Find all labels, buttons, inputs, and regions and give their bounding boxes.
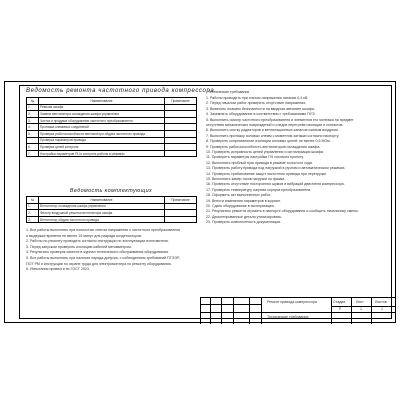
table-row bbox=[27, 124, 197, 131]
title-block bbox=[200, 297, 395, 324]
table-cell bbox=[165, 210, 197, 217]
note-line: ПОТ РМ и инструкции по охране труда для электромонтера по ремонту оборудования. bbox=[26, 261, 172, 266]
components-table bbox=[26, 196, 197, 223]
note-line: 3. Перед запуском проверить изоляцию кабелей мегомметром. bbox=[26, 244, 132, 249]
note-line: и выдержке времени не менее 15 минут для разряда конденсаторов. bbox=[26, 233, 142, 238]
table-cell bbox=[165, 130, 197, 137]
stamp-sheet-label: Лист bbox=[356, 300, 364, 304]
table-row bbox=[27, 117, 197, 124]
note-line: 5. Выполнить осмотр частотного преобразователя и элементов его монтажа на предмет bbox=[206, 117, 354, 122]
note-line: 12. Выполнить пробный пуск привода в режиме холостого хода. bbox=[206, 160, 313, 165]
table-cell bbox=[165, 216, 197, 223]
note-line: 13. Проверить работу привода под нагрузкой в ручном и автоматическом режимах. bbox=[206, 166, 346, 171]
note-line: 9. Проверить работоспособность вентиляторов охлаждения шкафа. bbox=[206, 144, 321, 149]
table-cell: Ревизия шкафа bbox=[39, 104, 165, 111]
stamp-stage-value: Р bbox=[339, 307, 342, 311]
note-line: 6. Выполнить чистку радиаторов и вентиляционных каналов сжатым воздухом. bbox=[206, 128, 339, 133]
note-line: 18. Оформить акт выполненных работ. bbox=[206, 193, 272, 198]
table-cell: Настройка параметров ПЧ и контроль работы в режимах bbox=[39, 150, 165, 157]
note-line: 11. Проверить параметры настройки ПЧ согласно проекту. bbox=[206, 155, 304, 160]
table-cell bbox=[165, 111, 197, 118]
table-row bbox=[27, 144, 197, 151]
right-heading: Технические требования bbox=[208, 90, 250, 94]
table-cell: Проверка работоспособности вентилятора обдува частотного привода bbox=[39, 130, 165, 137]
table-cell: 6. bbox=[27, 144, 39, 151]
table-cell bbox=[165, 144, 197, 151]
note-line: 23. Проверить комплектность документации. bbox=[206, 220, 282, 225]
table-cell: 2. bbox=[27, 111, 39, 118]
table-header-cell: № bbox=[27, 98, 39, 105]
stamp-sheet-value: 1 bbox=[360, 307, 362, 311]
stamp-doc: Технические требования bbox=[267, 315, 309, 319]
table-row bbox=[27, 104, 197, 111]
note-line: отсутствия механических повреждений и следов перегрева изоляции и контактов. bbox=[206, 123, 344, 127]
note-line: 8. Проверить сопротивление изоляции силовых цепей: не менее 0,5 МОм. bbox=[206, 139, 331, 144]
table-cell: Вентилятор охлаждения шкафа управления bbox=[39, 203, 165, 210]
table-cell bbox=[165, 124, 197, 131]
table1-title: Ведомость ремонта частотного привода компрессора bbox=[26, 88, 215, 94]
table-cell: 3. bbox=[27, 216, 39, 223]
note-line: 4. Заземлить оборудование в соответствии с требованиями ПУЭ. bbox=[206, 112, 316, 117]
note-line: 7. Выполнить протяжку силовых клемм с моментом затяжки согласно паспорту. bbox=[206, 133, 340, 138]
table-cell bbox=[165, 104, 197, 111]
note-line: 21. Результаты ремонта отразить в паспорте оборудования и сообщить начальнику смены. bbox=[206, 209, 359, 214]
table-header-cell: Наименование bbox=[39, 197, 165, 204]
table-row bbox=[27, 111, 197, 118]
table-row bbox=[27, 137, 197, 144]
table-header-row bbox=[27, 197, 197, 204]
table-cell: Фильтр воздушный решетки вентилятора шкафа bbox=[39, 210, 165, 217]
note-line: 1. Работы проводить при снятом напряжении питания 0,4 кВ. bbox=[206, 96, 309, 100]
stamp-name: Ремонт привода компрессора bbox=[267, 300, 317, 304]
note-line: 3. Вывесить плакаты безопасности на вводном автомате шкафа. bbox=[206, 106, 315, 111]
table-row bbox=[27, 210, 197, 217]
stamp-stage-label: Стадия bbox=[333, 300, 346, 304]
table-cell bbox=[165, 137, 197, 144]
drawing-sheet bbox=[4, 81, 396, 323]
note-line: 2. Работы по ремонту проводить согласно инструкции по эксплуатации изготовителя. bbox=[26, 239, 169, 244]
table-header-cell: Примечание bbox=[165, 98, 197, 105]
table-cell: 1. bbox=[27, 203, 39, 210]
note-line: 22. Демонтированные детали утилизировать. bbox=[206, 214, 283, 219]
table-cell: Протяжка клеммных соединений bbox=[39, 124, 165, 131]
table-cell: Вентилятор обдува частотного привода bbox=[39, 216, 165, 223]
table-cell: 3. bbox=[27, 117, 39, 124]
note-line: 14. Проверить срабатывание защит частотного привода при перегрузке. bbox=[206, 171, 328, 176]
note-line: 19. Внести изменения параметров в журнал. bbox=[206, 198, 281, 203]
table-row bbox=[27, 216, 197, 223]
table-header-cell: Наименование bbox=[39, 98, 165, 105]
stamp-sheets-label: Листов bbox=[375, 300, 387, 304]
note-line: 6. Испытания провести по ГОСТ 2023. bbox=[26, 267, 90, 272]
note-line: 10. Проверить исправность цепей управления и сигнализации шкафа. bbox=[206, 150, 324, 154]
table-header-row bbox=[27, 98, 197, 105]
note-line: 5. Все работы выполнять при наличии наряда-допуска, с соблюдением требований ПТЭЭП bbox=[26, 256, 180, 260]
note-line: 1. Все работы выполнять при полностью снятом напряжении с частотного преобразователя bbox=[26, 228, 180, 232]
table-cell: 4. bbox=[27, 124, 39, 131]
note-line: 17. Проверить температуру нагрева корпуса преобразователя. bbox=[206, 187, 312, 192]
table-cell: Проверка параметров привода bbox=[39, 137, 165, 144]
table2-title: Ведомость комплектующих bbox=[69, 188, 153, 194]
note-line: 15. Выполнить замер токов нагрузки по фазам. bbox=[206, 177, 285, 181]
stamp-sheets-value: 1 bbox=[381, 307, 383, 311]
table-row bbox=[27, 150, 197, 157]
repair-table bbox=[26, 97, 197, 157]
table-cell: 1. bbox=[27, 104, 39, 111]
table-row bbox=[27, 130, 197, 137]
table-row bbox=[27, 203, 197, 210]
table-cell bbox=[165, 203, 197, 210]
table-header-cell: № bbox=[27, 197, 39, 204]
table-cell: 5. bbox=[27, 130, 39, 137]
table-cell: Чистка и продувка оборудования частотного преобразователя bbox=[39, 117, 165, 124]
drawing-frame bbox=[19, 85, 392, 319]
table-cell bbox=[165, 117, 197, 124]
note-line: 20. Сдать оборудование в эксплуатацию. bbox=[206, 204, 275, 208]
table-cell: Замена вентилятора охлаждения шкафа управления bbox=[39, 111, 165, 118]
table-cell bbox=[27, 137, 39, 144]
note-line: 16. Проверить отсутствие посторонних шумов и вибраций двигателя компрессора. bbox=[206, 182, 345, 187]
table-cell: 2. bbox=[27, 210, 39, 217]
note-line: 4. Результаты проверок занести в журнал технического обслуживания оборудования. bbox=[26, 250, 169, 255]
table-cell: Проверка цепей контроля bbox=[39, 144, 165, 151]
note-line: 2. Перед началом работ проверить отсутствие напряжения. bbox=[206, 101, 307, 106]
table-header-cell: Примечание bbox=[165, 197, 197, 204]
table-cell: 7. bbox=[27, 150, 39, 157]
table-cell bbox=[165, 150, 197, 157]
